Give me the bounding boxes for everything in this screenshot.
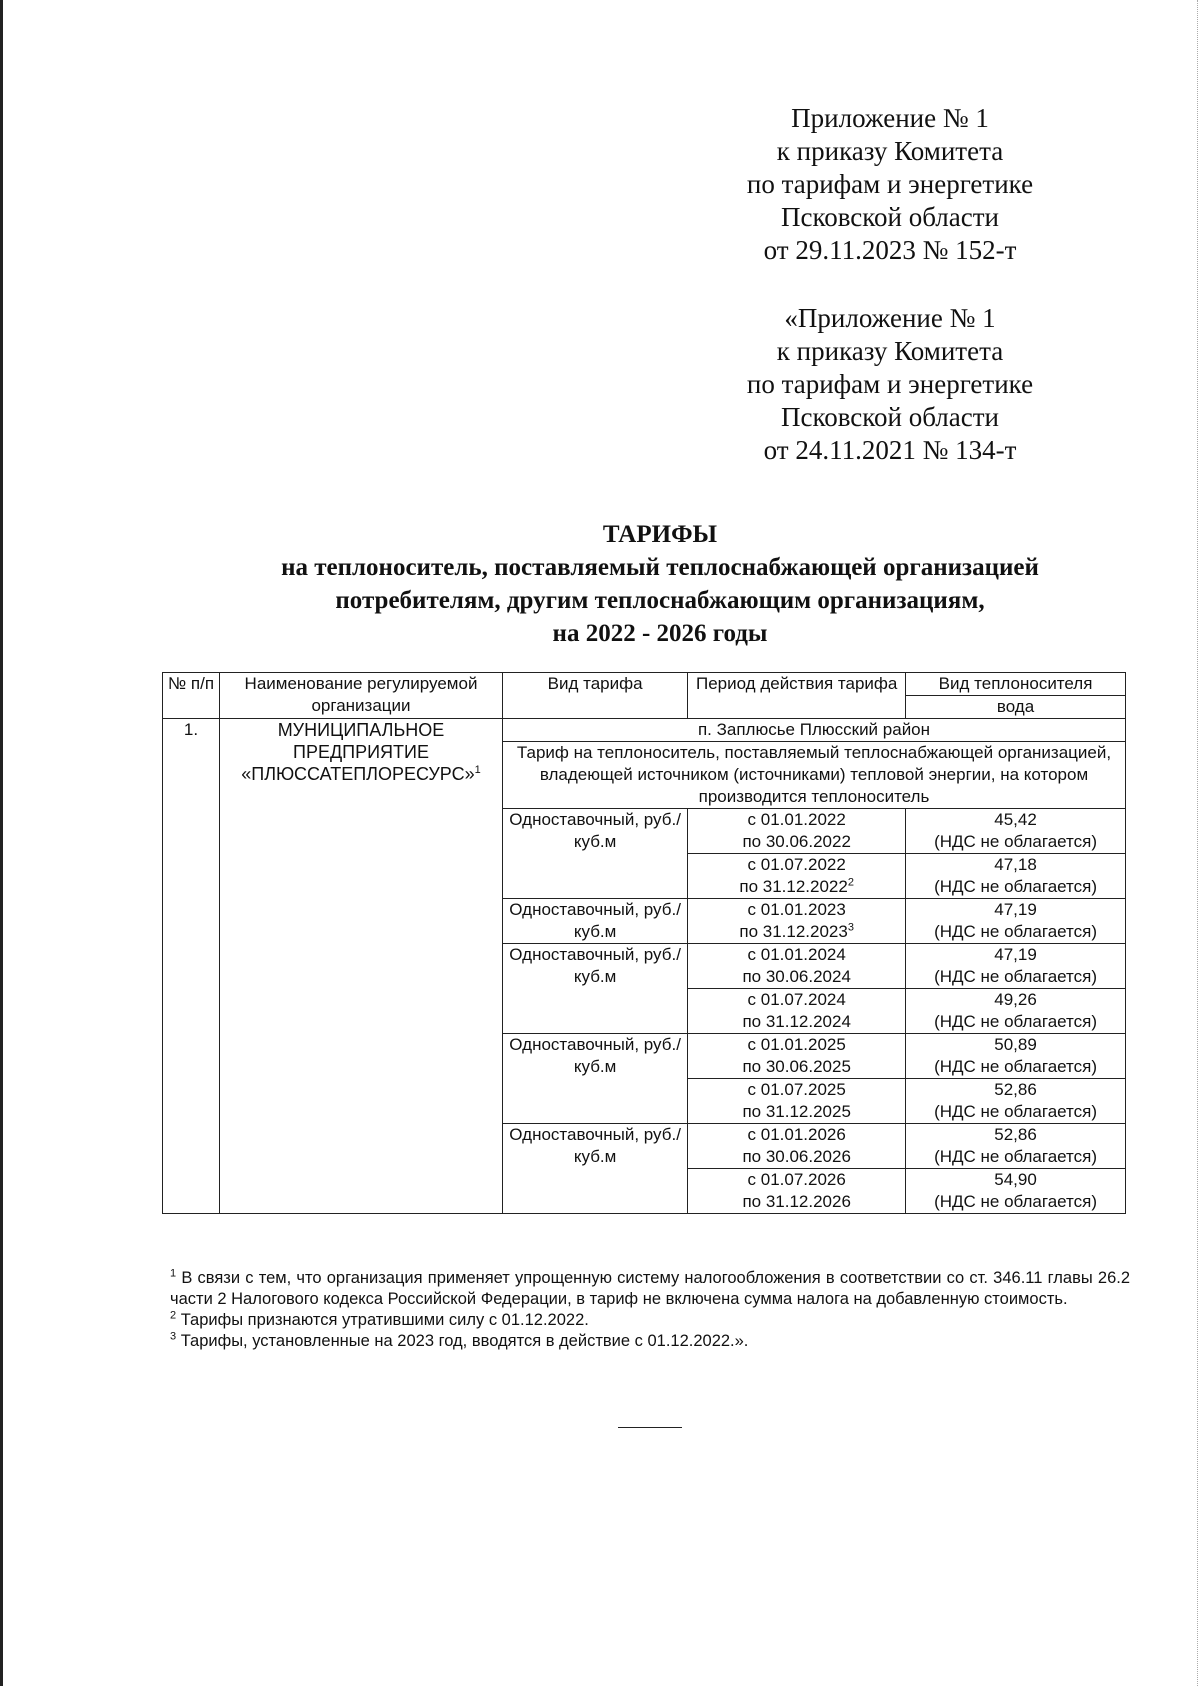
header-carrier-value: вода [906, 696, 1126, 719]
header-carrier: Вид теплоносителя [906, 673, 1126, 696]
footnote-2 [170, 1310, 1130, 1331]
value-cell [906, 1169, 1126, 1214]
period-cell [688, 1079, 906, 1124]
tariff-value: 49,26 [994, 990, 1037, 1009]
tariff-kind: Одноставочный, руб./куб.м [502, 1034, 687, 1124]
period-from: с 01.01.2024 [747, 945, 846, 964]
footnote-text: Тарифы признаются утратившими силу с 01.12.2022. [180, 1311, 589, 1329]
period-cell [688, 809, 906, 854]
appendix-line: от 24.11.2021 № 134-т [763, 435, 1017, 465]
tariff-value: 54,90 [994, 1170, 1037, 1189]
footnote-text: В связи с тем, что организация применяет упрощенную систему налогообложения в соответствии со ст. 346.11 главы 26.2 части 2 Налогового кодекса Российской Федерации, в тариф не включена сумма налога на добавленную стоимость. [170, 1269, 1131, 1308]
period-cell [688, 899, 906, 944]
location: п. Заплюсье Плюсский район [502, 719, 1125, 742]
period-to: по 31.12.2022 [739, 877, 848, 896]
appendix-line: Приложение № 1 [791, 103, 989, 133]
period-cell [688, 1169, 906, 1214]
value-cell [906, 944, 1126, 989]
footnote-mark: 2 [170, 1309, 177, 1322]
table-row [163, 719, 1126, 742]
period-cell [688, 854, 906, 899]
vat-note: (НДС не облагается) [934, 1147, 1098, 1166]
vat-note: (НДС не облагается) [934, 832, 1098, 851]
period-to: по 31.12.2023 [739, 922, 848, 941]
vat-note: (НДС не облагается) [934, 1057, 1098, 1076]
period-cell [688, 1124, 906, 1169]
tariff-value: 47,19 [994, 900, 1037, 919]
appendix-line: по тарифам и энергетике [746, 169, 1034, 199]
appendix-line: Псковской области [780, 202, 999, 232]
footnote-mark: 3 [847, 921, 854, 934]
footnotes [170, 1268, 1130, 1352]
value-cell [906, 1079, 1126, 1124]
appendix-previous [720, 302, 1060, 467]
period-to: по 30.06.2024 [742, 967, 851, 986]
footnote-text: Тарифы, установленные на 2023 год, вводятся в действие с 01.12.2022.». [180, 1332, 749, 1350]
header-num: № п/п [163, 673, 220, 719]
vat-note: (НДС не облагается) [934, 1192, 1098, 1211]
end-rule [618, 1427, 682, 1428]
value-cell [906, 1124, 1126, 1169]
period-to: по 31.12.2025 [742, 1102, 851, 1121]
footnote-mark: 2 [847, 876, 854, 889]
footnote-3 [170, 1331, 1130, 1352]
appendix-line: от 29.11.2023 № 152-т [763, 235, 1017, 265]
period-from: с 01.01.2022 [747, 810, 846, 829]
tariff-kind: Одноставочный, руб./куб.м [502, 944, 687, 1034]
period-from: с 01.07.2026 [747, 1170, 846, 1189]
vat-note: (НДС не облагается) [934, 1012, 1098, 1031]
period-from: с 01.01.2023 [747, 900, 846, 919]
period-from: с 01.01.2026 [747, 1125, 846, 1144]
document-title [140, 518, 1180, 650]
period-cell [688, 989, 906, 1034]
footnote-mark: 1 [170, 1267, 177, 1280]
period-to: по 31.12.2026 [742, 1192, 851, 1211]
tariff-value: 47,19 [994, 945, 1037, 964]
value-cell [906, 854, 1126, 899]
appendix-current [720, 102, 1060, 267]
period-from: с 01.01.2025 [747, 1035, 846, 1054]
scan-left-edge [0, 0, 3, 1686]
tariff-value: 50,89 [994, 1035, 1037, 1054]
footnote-mark: 3 [170, 1330, 177, 1343]
value-cell [906, 989, 1126, 1034]
tariff-description: Тариф на теплоноситель, поставляемый теплоснабжающей организацией, владеющей источником (источниками) тепловой энергии, на котором производится теплоноситель [502, 742, 1125, 809]
header-org: Наименование регулируемой организации [220, 673, 503, 719]
tariff-kind: Одноставочный, руб./куб.м [502, 899, 687, 944]
tariff-kind: Одноставочный, руб./куб.м [502, 809, 687, 899]
value-cell [906, 1034, 1126, 1079]
tariff-value: 52,86 [994, 1125, 1037, 1144]
period-from: с 01.07.2025 [747, 1080, 846, 1099]
period-cell [688, 944, 906, 989]
period-to: по 30.06.2026 [742, 1147, 851, 1166]
tariff-table [162, 672, 1126, 1214]
tariff-value: 52,86 [994, 1080, 1037, 1099]
appendix-line: к приказу Комитета [776, 136, 1004, 166]
vat-note: (НДС не облагается) [934, 877, 1098, 896]
title-line: на 2022 - 2026 годы [552, 620, 768, 647]
vat-note: (НДС не облагается) [934, 922, 1098, 941]
table-header-row [163, 673, 1126, 696]
tariff-kind: Одноставочный, руб./куб.м [502, 1124, 687, 1214]
footnote-1 [170, 1268, 1130, 1310]
value-cell [906, 899, 1126, 944]
header-kind: Вид тарифа [502, 673, 687, 719]
period-to-line [692, 921, 901, 943]
title-heading: ТАРИФЫ [602, 521, 718, 548]
tariff-value: 45,42 [994, 810, 1037, 829]
appendix-line: Псковской области [780, 402, 999, 432]
appendix-line: к приказу Комитета [776, 336, 1004, 366]
scan-right-edge [1196, 0, 1198, 1686]
value-cell [906, 809, 1126, 854]
org-name-cell [220, 719, 503, 1214]
tariff-value: 47,18 [994, 855, 1037, 874]
vat-note: (НДС не облагается) [934, 1102, 1098, 1121]
period-to: по 31.12.2024 [742, 1012, 851, 1031]
title-line: на теплоноситель, поставляемый теплоснабжающей организацией [281, 554, 1039, 581]
row-number: 1. [163, 719, 220, 1214]
appendix-line: «Приложение № 1 [784, 303, 996, 333]
period-to: по 30.06.2022 [742, 832, 851, 851]
title-line: потребителям, другим теплоснабжающим организациям, [335, 587, 985, 614]
period-to-line [692, 876, 901, 898]
period-from: с 01.07.2024 [747, 990, 846, 1009]
period-to: по 30.06.2025 [742, 1057, 851, 1076]
org-name: МУНИЦИПАЛЬНОЕ ПРЕДПРИЯТИЕ «ПЛЮССАТЕПЛОРЕСУРС» [241, 720, 475, 784]
period-cell [688, 1034, 906, 1079]
period-from: с 01.07.2022 [747, 855, 846, 874]
org-footnote-mark: 1 [474, 764, 481, 776]
header-period: Период действия тарифа [688, 673, 906, 719]
vat-note: (НДС не облагается) [934, 967, 1098, 986]
appendix-line: по тарифам и энергетике [746, 369, 1034, 399]
